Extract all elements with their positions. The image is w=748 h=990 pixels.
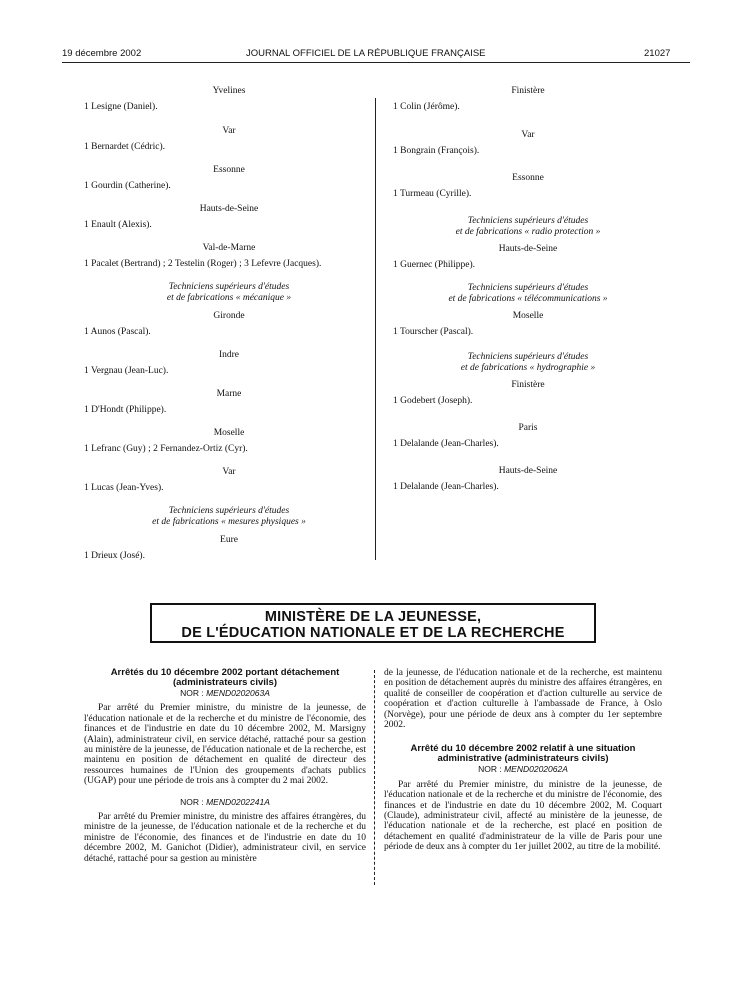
grade-heading: et de fabrications « hydrographie »: [460, 363, 596, 373]
appointee-entry: 1 Godebert (Joseph).: [393, 396, 473, 406]
appointee-entry: 1 Bernardet (Cédric).: [84, 142, 165, 152]
header-rule: [62, 62, 690, 63]
ministry-line-1: MINISTÈRE DE LA JEUNESSE,: [264, 609, 482, 625]
appointee-entry: 1 Delalande (Jean-Charles).: [393, 439, 499, 449]
header-date: 19 décembre 2002: [62, 48, 142, 59]
appointee-entry: 1 Lucas (Jean-Yves).: [84, 483, 164, 493]
article2-nor: NOR : MEND0202062A: [478, 764, 568, 775]
grade-heading: Techniciens supérieurs d'études: [168, 282, 290, 292]
grade-heading: et de fabrications « mesures physiques »: [152, 517, 306, 527]
section-heading: Eure: [220, 535, 238, 545]
section-heading: Yvelines: [212, 86, 246, 96]
section-heading: Var: [521, 130, 535, 140]
appointee-entry: 1 Lesigne (Daniel).: [84, 102, 158, 112]
grade-heading: et de fabrications « télécommunications »: [448, 294, 608, 304]
article-column-left: [84, 668, 366, 864]
appointee-entry: 1 Aunos (Pascal).: [84, 327, 151, 337]
ministry-line-2: DE L'ÉDUCATION NATIONALE ET DE LA RECHERCHE: [181, 625, 565, 641]
grade-heading: Techniciens supérieurs d'études: [168, 506, 290, 516]
grade-heading: Techniciens supérieurs d'études: [467, 352, 589, 362]
section-heading: Moselle: [213, 428, 245, 438]
appointee-entry: 1 Drieux (José).: [84, 551, 145, 561]
section-heading: Hauts-de-Seine: [498, 244, 558, 254]
article-column-right: [384, 668, 662, 853]
section-heading: Hauts-de-Seine: [498, 466, 558, 476]
column-divider: [375, 98, 376, 560]
ministry-heading-box: [150, 603, 596, 643]
appointee-entry: 1 Lefranc (Guy) ; 2 Fernandez-Ortiz (Cyr).: [84, 444, 248, 454]
appointee-entry: 1 Guernec (Philippe).: [393, 260, 476, 270]
section-heading: Essonne: [512, 173, 544, 183]
article1-title: Arrêtés du 10 décembre 2002 portant détachement (administrateurs civils): [110, 667, 340, 688]
left-column: [84, 86, 374, 562]
right-column: [393, 86, 663, 493]
section-heading: Var: [222, 126, 236, 136]
appointee-entry: 1 Colin (Jérôme).: [393, 102, 460, 112]
article2-title: Arrêté du 10 décembre 2002 relatif à une situation administrative (administrateurs civils): [410, 743, 636, 765]
section-heading: Finistère: [511, 380, 545, 390]
grade-heading: et de fabrications « radio protection »: [455, 227, 601, 237]
section-heading: Moselle: [512, 311, 544, 321]
grade-heading: et de fabrications « mécanique »: [166, 293, 292, 303]
appointee-entry: 1 Vergnau (Jean-Luc).: [84, 366, 169, 376]
section-heading: Finistère: [511, 86, 545, 96]
section-heading: Indre: [218, 350, 240, 360]
appointee-entry: 1 Turmeau (Cyrille).: [393, 189, 472, 199]
article1-paragraph-1: Par arrêté du Premier ministre, du ministre de la jeunesse, de l'éducation nationale et de la recherche et du ministre de l'économie, des finances et de l'industrie en date du 10 décembre 2002, M. Marsigny (Alain), administrateur civil, en service détaché, rattaché pour sa gestion au ministère de la jeunesse, de l'éducation nationale et de la recherche, est maintenu en position de détachement en qualité de directeur des ressources humaines de l'Union des groupements d'achats publics (UGAP) pour une période de trois ans à compter du 2 mai 2002.: [84, 703, 366, 787]
article1-paragraph-2: Par arrêté du Premier ministre, du ministre des affaires étrangères, du ministre de la jeunesse, de l'éducation nationale et de la recherche et du ministre de l'économie, des finances et de l'industrie en date du 10 décembre 2002, M. Ganichot (Didier), administrateur civil, en service détaché, rattaché pour sa gestion au ministère: [84, 812, 366, 864]
appointee-entry: 1 Pacalet (Bertrand) ; 2 Testelin (Roger) ; 3 Lefevre (Jacques).: [84, 259, 322, 269]
appointee-entry: 1 Tourscher (Pascal).: [393, 327, 474, 337]
page-number: 21027: [644, 48, 671, 59]
section-heading: Essonne: [213, 165, 245, 175]
appointee-entry: 1 D'Hondt (Philippe).: [84, 405, 167, 415]
journal-title: JOURNAL OFFICIEL DE LA RÉPUBLIQUE FRANÇAISE: [246, 48, 486, 59]
appointee-entry: 1 Delalande (Jean-Charles).: [393, 482, 499, 492]
grade-heading: Techniciens supérieurs d'études: [467, 283, 589, 293]
section-heading: Val-de-Marne: [202, 243, 256, 253]
appointee-entry: 1 Bongrain (François).: [393, 146, 480, 156]
article1-nor-2: NOR : MEND0202241A: [180, 796, 270, 807]
appointee-entry: 1 Gourdin (Catherine).: [84, 181, 171, 191]
article1-paragraph-2-continued: de la jeunesse, de l'éducation nationale et de la recherche, est maintenu en position de détachement auprès du ministre des affaires étrangères, en qualité de conseiller de coopération et d'action culturelle au service de coopération et d'action culturelle à l'ambassade de France, à Oslo (Norvège), pour une période de deux ans à compter du 1er septembre 2002.: [384, 668, 662, 731]
grade-heading: Techniciens supérieurs d'études: [467, 216, 589, 226]
section-heading: Paris: [518, 423, 538, 433]
section-heading: Var: [222, 467, 236, 477]
article-column-divider: [374, 670, 375, 885]
section-heading: Hauts-de-Seine: [199, 204, 259, 214]
article1-nor-1: NOR : MEND0202063A: [180, 688, 270, 698]
section-heading: Gironde: [213, 311, 245, 321]
article2-paragraph: Par arrêté du Premier ministre, du ministre de la jeunesse, de l'éducation nationale et de la recherche et du ministre de l'économie, des finances et de l'industrie en date du 10 décembre 2002, M. Coquart (Claude), administrateur civil, affecté au ministère de la jeunesse, de l'éducation nationale et de la recherche, est placé en position de détachement en qualité d'administrateur de la ville de Paris pour une période de deux ans à compter du 1er juillet 2002, au titre de la mobilité.: [384, 779, 662, 853]
appointee-entry: 1 Enault (Alexis).: [84, 220, 152, 230]
section-heading: Marne: [216, 389, 242, 399]
